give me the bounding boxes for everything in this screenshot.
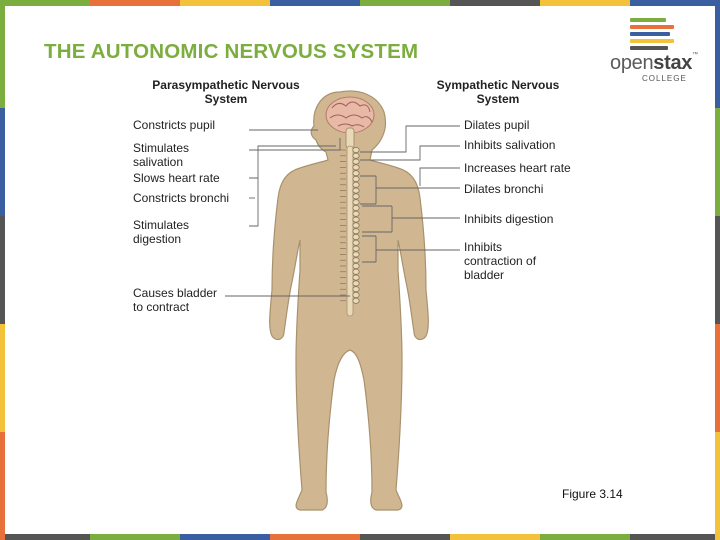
parasympathetic-label <box>133 191 229 205</box>
parasympathetic-label-line: Constricts bronchi <box>133 191 230 205</box>
sympathetic-label <box>464 161 571 175</box>
vertebra-ganglion <box>353 217 359 222</box>
vertebra-ganglion <box>353 211 359 216</box>
logo-word-bold: stax <box>653 52 693 74</box>
parasympathetic-label <box>133 218 189 246</box>
sympathetic-label <box>464 182 543 196</box>
sympathetic-label <box>464 118 529 132</box>
parasympathetic-header <box>152 78 300 106</box>
sympathetic-label-line: Inhibits <box>464 240 503 254</box>
slide-title: THE AUTONOMIC NERVOUS SYSTEM <box>44 40 419 63</box>
parasympathetic-label-line: Constricts pupil <box>133 118 216 132</box>
parasympathetic-label-line: Stimulates <box>133 141 190 155</box>
sympathetic-label-line: Increases heart rate <box>464 161 571 175</box>
vertebra-ganglion <box>353 252 359 257</box>
vertebra-ganglion <box>353 246 359 251</box>
vertebra-ganglion <box>353 200 359 205</box>
logo-trademark: ™ <box>692 52 698 58</box>
parasympathetic-header-line: System <box>204 92 248 106</box>
parasympathetic-label <box>133 118 215 132</box>
vertebra-ganglion <box>353 229 359 234</box>
brainstem <box>346 128 354 148</box>
sympathetic-label-line: bladder <box>464 268 505 282</box>
parasympathetic-label-line: Causes bladder <box>133 286 218 300</box>
parasympathetic-label <box>133 141 189 169</box>
vertebra-ganglion <box>353 287 359 292</box>
vertebra-ganglion <box>353 269 359 274</box>
logo-subtext: COLLEGE <box>642 74 687 83</box>
vertebra-ganglion <box>353 153 359 158</box>
sympathetic-label <box>464 138 555 152</box>
figure-caption: Figure 3.14 <box>562 487 623 501</box>
sympathetic-header <box>437 78 560 106</box>
sympathetic-label <box>464 240 537 282</box>
vertebra-ganglion <box>353 165 359 170</box>
sympathetic-label-line: contraction of <box>464 254 537 268</box>
sympathetic-label-line: Inhibits digestion <box>464 212 554 226</box>
sympathetic-label-line: Dilates bronchi <box>464 182 544 196</box>
vertebra-ganglion <box>353 176 359 181</box>
parasympathetic-label <box>133 171 220 185</box>
leader-line <box>420 168 460 186</box>
parasympathetic-label-line: digestion <box>133 232 182 246</box>
vertebra-ganglion <box>353 171 359 176</box>
spinal-cord-core <box>347 146 353 316</box>
vertebra-ganglion <box>353 263 359 268</box>
vertebra-ganglion <box>353 292 359 297</box>
logo-word-plain: open <box>610 52 654 74</box>
sympathetic-label-line: Dilates pupil <box>464 118 530 132</box>
parasympathetic-label-line: to contract <box>133 300 190 314</box>
vertebra-ganglion <box>353 194 359 199</box>
vertebra-ganglion <box>353 188 359 193</box>
vertebra-ganglion <box>353 281 359 286</box>
sympathetic-labels <box>464 118 571 282</box>
vertebra-ganglion <box>353 147 359 152</box>
vertebra-ganglion <box>353 205 359 210</box>
vertebra-ganglion <box>353 223 359 228</box>
sympathetic-label-line: Inhibits salivation <box>464 138 556 152</box>
vertebra-ganglion <box>353 159 359 164</box>
vertebra-ganglion <box>353 298 359 303</box>
vertebra-ganglion <box>353 240 359 245</box>
vertebra-ganglion <box>353 275 359 280</box>
parasympathetic-label-line: salivation <box>133 155 184 169</box>
vertebra-ganglion <box>353 258 359 263</box>
sympathetic-label <box>464 212 553 226</box>
leader-line <box>249 178 258 226</box>
sympathetic-header-line: System <box>476 92 520 106</box>
sympathetic-header-line: Sympathetic Nervous <box>436 78 560 92</box>
parasympathetic-labels <box>133 118 229 314</box>
vertebra-ganglion <box>353 234 359 239</box>
parasympathetic-label <box>133 286 217 314</box>
parasympathetic-header-line: Parasympathetic Nervous <box>152 78 300 92</box>
parasympathetic-label-line: Slows heart rate <box>133 171 220 185</box>
vertebra-ganglion <box>353 182 359 187</box>
parasympathetic-label-line: Stimulates <box>133 218 190 232</box>
